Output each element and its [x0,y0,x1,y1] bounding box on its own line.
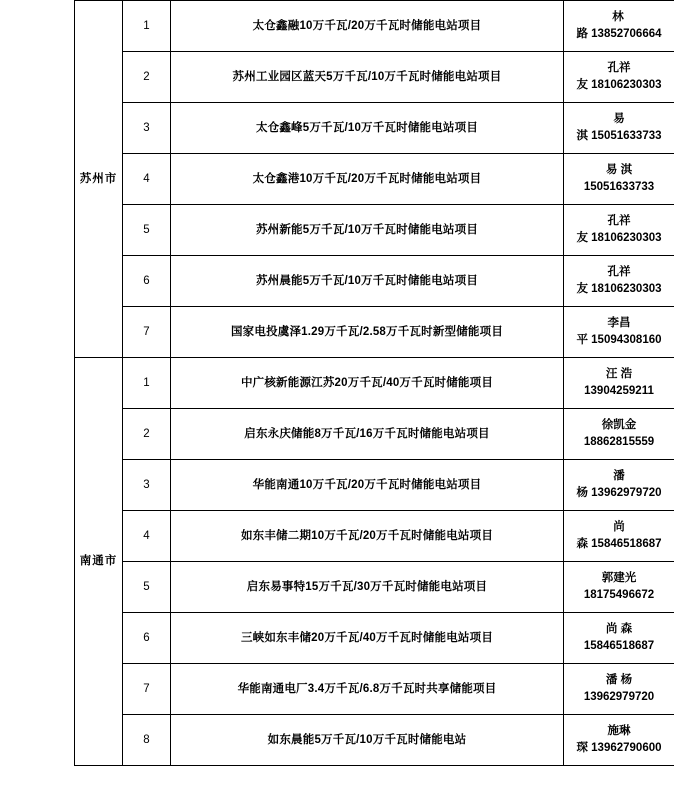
contact-phone: 路 13852706664 [576,28,662,40]
project-name: 启东永庆储能8万千瓦/16万千瓦时储能电站项目 [171,409,564,460]
table-row [75,358,674,409]
contact-phone: 友 18106230303 [576,283,662,295]
contact-cell [564,154,674,205]
table-row [75,1,674,52]
table-row [75,409,674,460]
table-row [75,307,674,358]
contact-phone: 友 18106230303 [576,232,662,244]
row-index: 3 [123,460,171,511]
contact-cell [564,205,674,256]
project-name: 三峡如东丰储20万千瓦/40万千瓦时储能电站项目 [171,613,564,664]
row-index: 4 [123,511,171,562]
project-name: 启东易事特15万千瓦/30万千瓦时储能电站项目 [171,562,564,613]
region-cell-nantong: 南通市 [75,358,123,766]
table-row [75,664,674,715]
row-index: 7 [123,307,171,358]
row-index: 1 [123,358,171,409]
contact-cell [564,460,674,511]
table-row [75,205,674,256]
contact-cell [564,664,674,715]
row-index: 6 [123,256,171,307]
contact-name: 孔祥 [607,215,631,228]
row-index: 8 [123,715,171,766]
row-index: 2 [123,52,171,103]
contact-phone: 平 15094308160 [576,334,662,346]
project-name: 中广核新能源江苏20万千瓦/40万千瓦时储能项目 [171,358,564,409]
project-name: 国家电投虞泽1.29万千瓦/2.58万千瓦时新型储能项目 [171,307,564,358]
contact-phone: 杨 13962979720 [576,487,662,499]
contact-phone: 15051633733 [583,181,655,193]
table-row [75,52,674,103]
contact-phone: 15846518687 [583,640,655,652]
row-index: 4 [123,154,171,205]
row-index: 2 [123,409,171,460]
contact-name: 汪 浩 [605,368,633,381]
contact-phone: 13904259211 [584,385,654,397]
contact-phone: 18862815559 [583,436,655,448]
contact-cell [564,613,674,664]
table-row [75,511,674,562]
contact-name: 李昌 [607,317,631,330]
contact-phone: 琛 13962790600 [576,742,662,754]
table-row [75,103,674,154]
contact-name: 易 [613,113,625,126]
row-index: 7 [123,664,171,715]
contact-cell [564,52,674,103]
row-index: 6 [123,613,171,664]
contact-name: 孔祥 [607,62,631,75]
project-name: 太仓鑫港10万千瓦/20万千瓦时储能电站项目 [171,154,564,205]
contact-name: 潘 杨 [605,674,633,687]
row-index: 5 [123,205,171,256]
table-row [75,562,674,613]
table-row [75,256,674,307]
contact-cell [564,409,674,460]
contact-name: 尚 森 [605,623,633,636]
contact-phone: 13962979720 [583,691,655,703]
project-name: 太仓鑫峰5万千瓦/10万千瓦时储能电站项目 [171,103,564,154]
project-name: 苏州晨能5万千瓦/10万千瓦时储能电站项目 [171,256,564,307]
contact-name: 尚 [613,521,625,534]
project-table [74,0,674,766]
contact-name: 林 [612,11,626,24]
row-index: 3 [123,103,171,154]
table-row [75,613,674,664]
contact-phone: 淇 15051633733 [576,130,662,142]
project-name: 苏州工业园区蓝天5万千瓦/10万千瓦时储能电站项目 [171,52,564,103]
contact-name: 施琳 [607,725,631,738]
contact-cell [564,256,674,307]
contact-cell [564,715,674,766]
contact-cell [564,562,674,613]
table-row [75,154,674,205]
contact-name: 徐凯金 [601,419,637,432]
table-body [75,1,674,766]
project-name: 如东晨能5万千瓦/10万千瓦时储能电站 [171,715,564,766]
contact-cell [564,358,674,409]
row-index: 5 [123,562,171,613]
row-index: 1 [123,1,171,52]
contact-phone: 18175496672 [583,589,655,601]
contact-phone: 友 18106230303 [576,79,662,91]
contact-cell [564,1,674,52]
contact-cell [564,103,674,154]
contact-cell [564,511,674,562]
contact-name: 易 淇 [605,164,633,177]
region-cell-suzhou: 苏州市 [75,1,123,358]
contact-name: 孔祥 [607,266,631,279]
table-row [75,715,674,766]
project-name: 如东丰储二期10万千瓦/20万千瓦时储能电站项目 [171,511,564,562]
contact-cell [564,307,674,358]
table-row [75,460,674,511]
project-name: 苏州新能5万千瓦/10万千瓦时储能电站项目 [171,205,564,256]
contact-name: 潘 [613,470,625,483]
project-name: 华能南通10万千瓦/20万千瓦时储能电站项目 [171,460,564,511]
project-name: 太仓鑫融10万千瓦/20万千瓦时储能电站项目 [171,1,564,52]
contact-name: 郭建光 [601,572,637,585]
project-name: 华能南通电厂3.4万千瓦/6.8万千瓦时共享储能项目 [171,664,564,715]
contact-phone: 森 15846518687 [576,538,662,550]
